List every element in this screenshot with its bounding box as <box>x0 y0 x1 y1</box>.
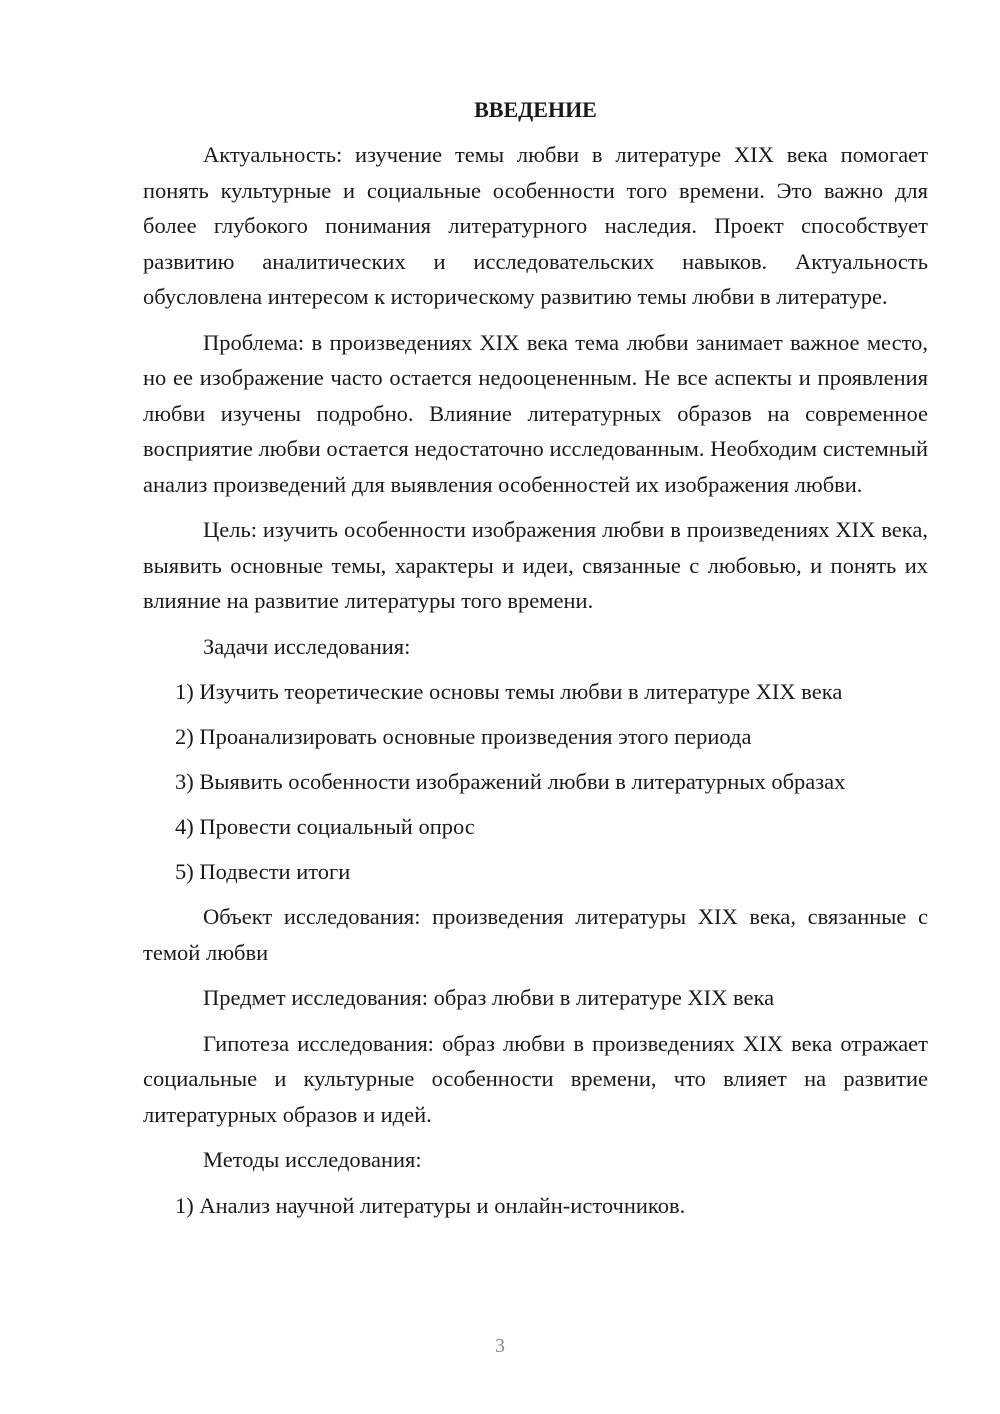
list-item: 1) Анализ научной литературы и онлайн-источников. <box>175 1192 686 1218</box>
section-title: ВВЕДЕНИЕ <box>474 97 597 122</box>
paragraph-object: Объект исследования: произведения литературы XIX века, связанные с темой любви <box>143 904 928 965</box>
paragraph-goal: Цель: изучить особенности изображения любви в произведениях XIX века, выявить основные темы, характеры и идеи, связанные с любовью, и понять их влияние на развитие литературы того времени. <box>143 517 928 613</box>
paragraph-relevance: Актуальность: изучение темы любви в литературе XIX века помогает понять культурные и социальные особенности того времени. Это важно для более глубокого понимания литературного наследия. Проект способствует развитию аналитических и исследовательских навыков. Актуальность обусловлена интересом к историческому развитию темы любви в литературе. <box>143 142 928 309</box>
list-item: 4) Провести социальный опрос <box>175 814 475 839</box>
list-item: 1) Изучить теоретические основы темы любви в литературе XIX века <box>175 679 843 704</box>
tasks-list <box>143 674 928 890</box>
page-content <box>143 92 928 1233</box>
methods-heading: Методы исследования: <box>203 1147 422 1172</box>
methods-list <box>143 1188 928 1224</box>
list-item: 2) Проанализировать основные произведения этого периода <box>175 724 752 749</box>
tasks-heading: Задачи исследования: <box>203 633 411 659</box>
list-item: 3) Выявить особенности изображений любви в литературных образах <box>175 769 846 794</box>
paragraph-problem: Проблема: в произведениях XIX века тема любви занимает важное место, но ее изображение часто остается недооцененным. Не все аспекты и проявления любви изучены подробно. Влияние литературных образов на современное восприятие любви остается недостаточно исследованным. Необходим системный анализ произведений для выявления особенностей их изображения любви. <box>143 329 928 497</box>
paragraph-hypothesis: Гипотеза исследования: образ любви в произведениях XIX века отражает социальные и культурные особенности времени, что влияет на развитие литературных образов и идей. <box>143 1030 928 1127</box>
page-number: 3 <box>495 1335 505 1357</box>
list-item: 5) Подвести итоги <box>175 859 351 884</box>
paragraph-subject: Предмет исследования: образ любви в литературе XIX века <box>203 985 775 1010</box>
